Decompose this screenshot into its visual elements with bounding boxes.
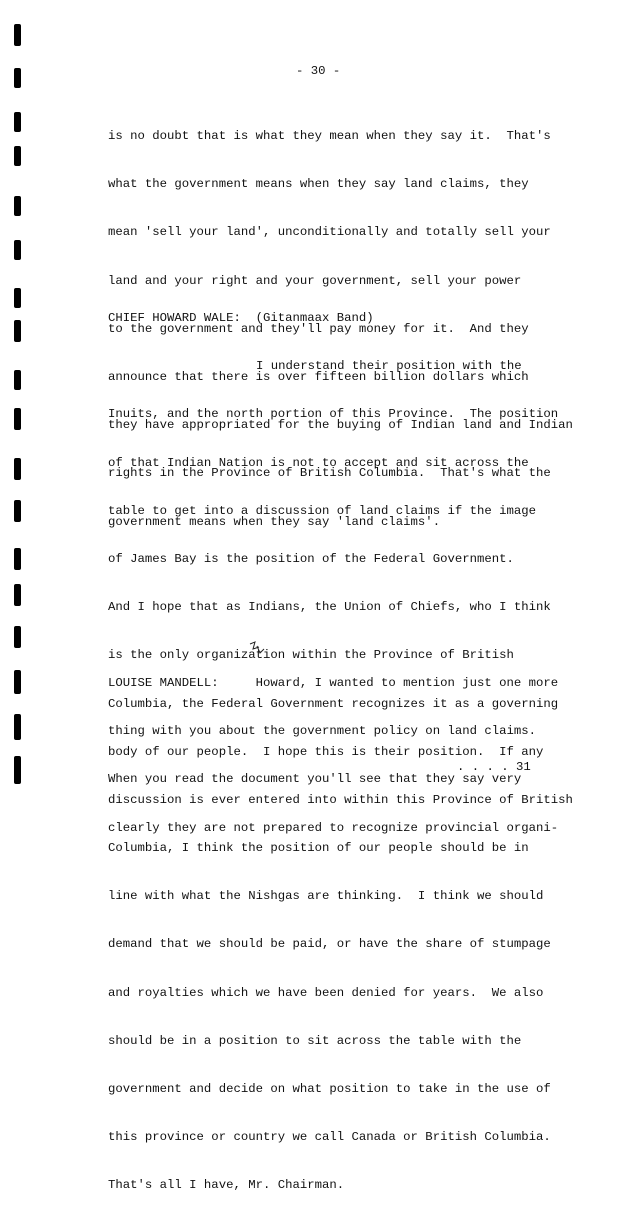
text-line: demand that we should be paid, or have the share of stumpage [108,937,551,952]
text-line: announce that there is over fifteen billion dollars which [108,369,529,384]
speaker-heading: CHIEF HOWARD WALE: (Gitanmaax Band) [108,311,374,325]
binder-hole-mark [14,548,21,570]
text-line: is no doubt that is what they mean when they say it. That's [108,129,551,143]
text-line: Columbia, the Federal Government recognizes it as a governing [108,696,559,711]
paragraph-3 [108,645,558,866]
binder-hole-mark [14,196,21,216]
text-line: government and decide on what position to take in the use of [108,1082,551,1096]
text-line: I understand their position with the [256,359,522,374]
binder-hole-mark [14,714,21,740]
text-line: body of our people. I hope this is their position. If any [108,744,544,759]
text-line: discussion is ever entered into within this Province of British [108,792,573,807]
text-line: rights in the Province of British Columbia. That's what the [108,466,551,481]
text-line: When you read the document you'll see that they say very [108,772,522,787]
binder-holes [14,18,24,798]
text-line: and royalties which we have been denied for years. We also [108,985,544,1000]
binder-hole-mark [14,756,21,784]
handwritten-mark-icon [248,640,266,656]
text-line: of James Bay is the position of the Federal Government. [108,551,514,566]
text-line: is the only organization within the Province of British [108,648,514,663]
text-line: And I hope that as Indians, the Union of Chiefs, who I think [108,600,551,615]
text-line: this province or country we call Canada or British Columbia. [108,1130,551,1145]
text-line: thing with you about the government policy on land claims. [108,724,537,739]
binder-hole-mark [14,146,21,166]
text-line: should be in a position to sit across the table with the [108,1033,522,1048]
binder-hole-mark [14,370,21,390]
binder-hole-mark [14,670,21,694]
binder-hole-mark [14,24,21,46]
binder-hole-mark [14,112,21,132]
text-line: line with what the Nishgas are thinking. I think we should [108,889,544,904]
text-line: Columbia, I think the position of our people should be in [108,841,529,856]
text-line: of that Indian Nation is not to accept and sit across the [108,455,529,470]
text-line: LOUISE MANDELL: Howard, I wanted to mention just one more [108,676,559,690]
text-line: land and your right and your government, sell your power [108,273,522,288]
continuation-footer: . . . . 31 [457,760,531,774]
page-number: - 30 - [296,64,341,78]
text-line: they have appropriated for the buying of Indian land and Indian [108,418,573,433]
text-line: clearly they are not prepared to recognize provincial organi- [108,820,559,835]
text-line: table to get into a discussion of land claims if the image [108,503,537,518]
binder-hole-mark [14,584,21,606]
text-line: to the government and they'll pay money for it. And they [108,321,529,336]
text-line: mean 'sell your land', unconditionally and totally sell your [108,225,551,240]
text-line: what the government means when they say land claims, they [108,177,529,192]
binder-hole-mark [14,320,21,342]
binder-hole-mark [14,408,21,430]
binder-hole-mark [14,626,21,648]
binder-hole-mark [14,458,21,480]
text-line: That's all I have, Mr. Chairman. [108,1178,345,1193]
binder-hole-mark [14,240,21,260]
binder-hole-mark [14,68,21,88]
text-line: government means when they say 'land claims'. [108,514,441,529]
text-line: Inuits, and the north portion of this Province. The position [108,407,559,422]
binder-hole-mark [14,288,21,308]
binder-hole-mark [14,500,21,522]
